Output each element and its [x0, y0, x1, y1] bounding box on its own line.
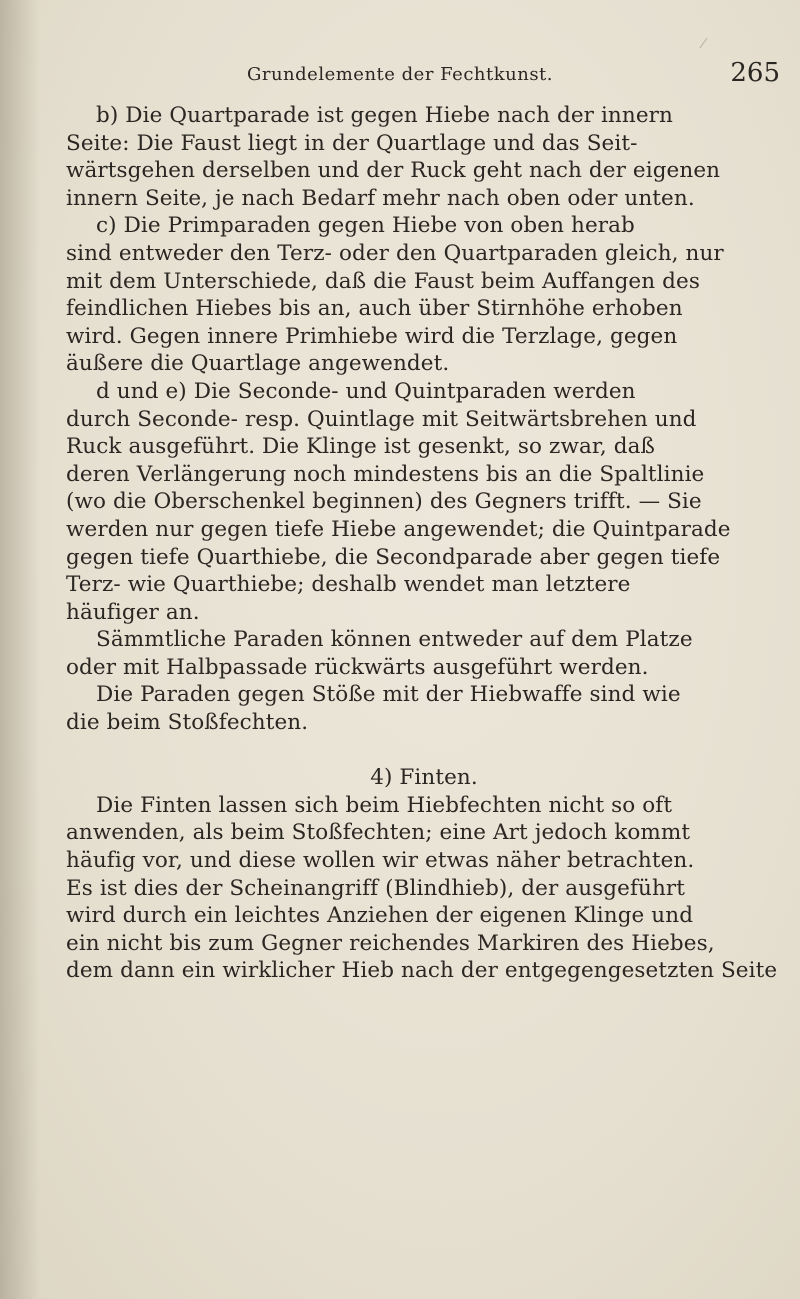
text-line: wird durch ein leichtes Anziehen der eigenen Klinge und [66, 903, 694, 929]
text-line: dem dann ein wirklicher Hieb nach der entgegengesetzten Seite [66, 958, 778, 984]
text-line: b) Die Quartparade ist gegen Hiebe nach der innern [96, 103, 673, 128]
text-line: Die Paraden gegen Stöße mit der Hiebwaffe sind wie [96, 682, 681, 708]
text-line: gegen tiefe Quarthiebe, die Secondparade aber gegen tiefe [66, 544, 721, 570]
running-title: Grundelemente der Fechtkunst. [246, 64, 554, 85]
text-line [66, 737, 782, 765]
text-line: wärtsgehen derselben und der Ruck geht nach der eigenen [66, 158, 721, 184]
text-line: wird. Gegen innere Primhiebe wird die Terzlage, gegen [66, 323, 678, 349]
text-line: (wo die Oberschenkel beginnen) des Gegners trifft. — Sie [66, 489, 702, 515]
text-line: mit dem Unterschiede, daß die Faust beim Auffangen des [66, 268, 700, 294]
text-line: häufiger an. [66, 599, 200, 625]
text-line: sind entweder den Terz- oder den Quartparaden gleich, nur [66, 240, 724, 266]
section-heading: 4) Finten. [370, 765, 478, 791]
gutter-shadow [0, 0, 40, 1299]
text-line: äußere die Quartlage angewendet. [66, 351, 450, 377]
running-head [120, 58, 780, 88]
text-line: Seite: Die Faust liegt in der Quartlage und das Seit- [66, 130, 638, 156]
text-line: werden nur gegen tiefe Hiebe angewendet; die Quintparade [66, 516, 731, 542]
text-line: Die Finten lassen sich beim Hiebfechten nicht so oft [96, 792, 673, 818]
text-line: ein nicht bis zum Gegner reichendes Markiren des Hiebes, [66, 930, 715, 956]
text-line: anwenden, als beim Stoßfechten; eine Art jedoch kommt [66, 820, 691, 846]
text-line: feindlichen Hiebes bis an, auch über Stirnhöhe erhoben [66, 296, 683, 322]
text-line: innern Seite, je nach Bedarf mehr nach oben oder unten. [66, 185, 695, 211]
text-line: d und e) Die Seconde- und Quintparaden werden [96, 378, 636, 404]
text-line: durch Seconde- resp. Quintlage mit Seitwärtsbrehen und [66, 406, 697, 432]
text-line: oder mit Halbpassade rückwärts ausgeführt werden. [66, 654, 649, 680]
pencil-tick-mark [699, 38, 715, 48]
text-line: Sämmtliche Paraden können entweder auf dem Platze [96, 627, 693, 653]
body-text [66, 102, 782, 985]
text-line: häufig vor, und diese wollen wir etwas näher betrachten. [66, 848, 695, 874]
text-line: deren Verlängerung noch mindestens bis an die Spaltlinie [66, 461, 705, 487]
text-line: Ruck ausgeführt. Die Klinge ist gesenkt, so zwar, daß [66, 434, 656, 460]
text-line: c) Die Primparaden gegen Hiebe von oben herab [96, 213, 635, 239]
text-line: Terz- wie Quarthiebe; deshalb wendet man letztere [66, 572, 631, 598]
page-number: 265 [730, 58, 780, 88]
text-line: die beim Stoßfechten. [66, 710, 309, 736]
text-line: Es ist dies der Scheinangriff (Blindhieb), der ausgeführt [66, 875, 686, 901]
